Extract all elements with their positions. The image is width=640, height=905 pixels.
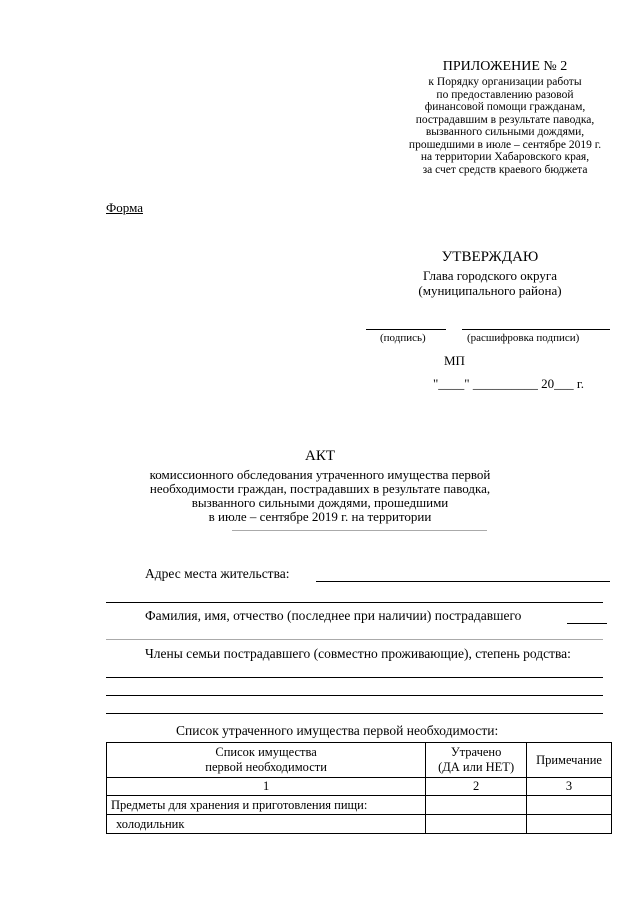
form-label: Форма <box>106 200 143 215</box>
lost-cell <box>426 815 527 834</box>
column-number: 2 <box>426 778 527 796</box>
table-row <box>107 815 612 834</box>
appendix-title: ПРИЛОЖЕНИЕ № 2 <box>442 59 568 74</box>
approval-date: "____" __________ 20___ г. <box>433 376 584 391</box>
approval-block <box>370 248 610 298</box>
territory-blank-line <box>232 530 487 531</box>
act-subtitle-line: необходимости граждан, пострадавших в результате паводка, <box>149 481 491 496</box>
approval-position: Глава городского округа <box>423 268 557 283</box>
address-field-line <box>316 581 610 582</box>
header-note: Примечание <box>527 743 612 778</box>
act-heading-block <box>120 447 520 524</box>
note-cell <box>527 815 612 834</box>
act-title: АКТ <box>305 448 335 464</box>
appendix-header <box>380 58 630 176</box>
note-cell <box>527 796 612 815</box>
appendix-line: прошедшими в июле – сентябре 2019 г. <box>408 138 602 151</box>
appendix-line: за счет средств краевого бюджета <box>422 163 588 176</box>
decode-signature-caption: (расшифровка подписи) <box>467 332 580 344</box>
column-number: 1 <box>107 778 426 796</box>
act-subtitle-line: в июле – сентябре 2019 г. на территории <box>208 509 432 524</box>
header-text: Список имущества <box>215 745 317 759</box>
table-row <box>107 796 612 815</box>
appendix-line: на территории Хабаровского края, <box>420 151 590 163</box>
lost-cell <box>426 796 527 815</box>
approval-title: УТВЕРЖДАЮ <box>441 249 539 265</box>
header-text: (ДА или НЕТ) <box>438 760 515 774</box>
approval-position-sub: (муниципального района) <box>418 283 562 298</box>
table-number-row <box>107 778 612 796</box>
lost-property-list-title: Список утраченного имущества первой необходимости: <box>176 723 499 738</box>
family-field-line <box>106 677 603 678</box>
signature-caption: (подпись) <box>380 332 426 344</box>
lost-property-table <box>106 742 612 834</box>
column-number: 3 <box>527 778 612 796</box>
appendix-line: финансовой помощи гражданам, <box>424 101 586 113</box>
decode-signature-line <box>462 329 610 330</box>
address-field-line-2 <box>106 602 603 603</box>
appendix-line: пострадавшим в результате паводка, <box>415 113 595 126</box>
appendix-line: к Порядку организации работы <box>428 76 582 88</box>
address-label: Адрес места жительства: <box>145 566 290 581</box>
property-item-cell: Предметы для хранения и приготовления пищи: <box>107 796 426 815</box>
appendix-line: вызванного сильными дождями, <box>425 126 585 138</box>
family-field-line <box>106 713 603 714</box>
act-subtitle-line: комиссионного обследования утраченного имущества первой <box>149 467 491 482</box>
header-text: Утрачено <box>450 745 502 759</box>
act-subtitle-line: вызванного сильными дождями, прошедшими <box>191 495 449 510</box>
appendix-line: по предоставлению разовой <box>436 88 574 101</box>
family-field-line <box>106 695 603 696</box>
property-item-cell: холодильник <box>107 815 426 834</box>
victim-name-field-line <box>567 623 607 624</box>
table-header-row <box>107 743 612 778</box>
header-property-list <box>107 743 426 778</box>
header-text: первой необходимости <box>205 760 327 774</box>
victim-name-label: Фамилия, имя, отчество (последнее при наличии) пострадавшего <box>145 608 522 623</box>
stamp-label: МП <box>444 353 465 368</box>
header-lost <box>426 743 527 778</box>
family-members-label: Члены семьи пострадавшего (совместно проживающие), степень родства: <box>145 646 571 661</box>
signature-line <box>366 329 446 330</box>
victim-name-field-line-2 <box>106 639 603 640</box>
